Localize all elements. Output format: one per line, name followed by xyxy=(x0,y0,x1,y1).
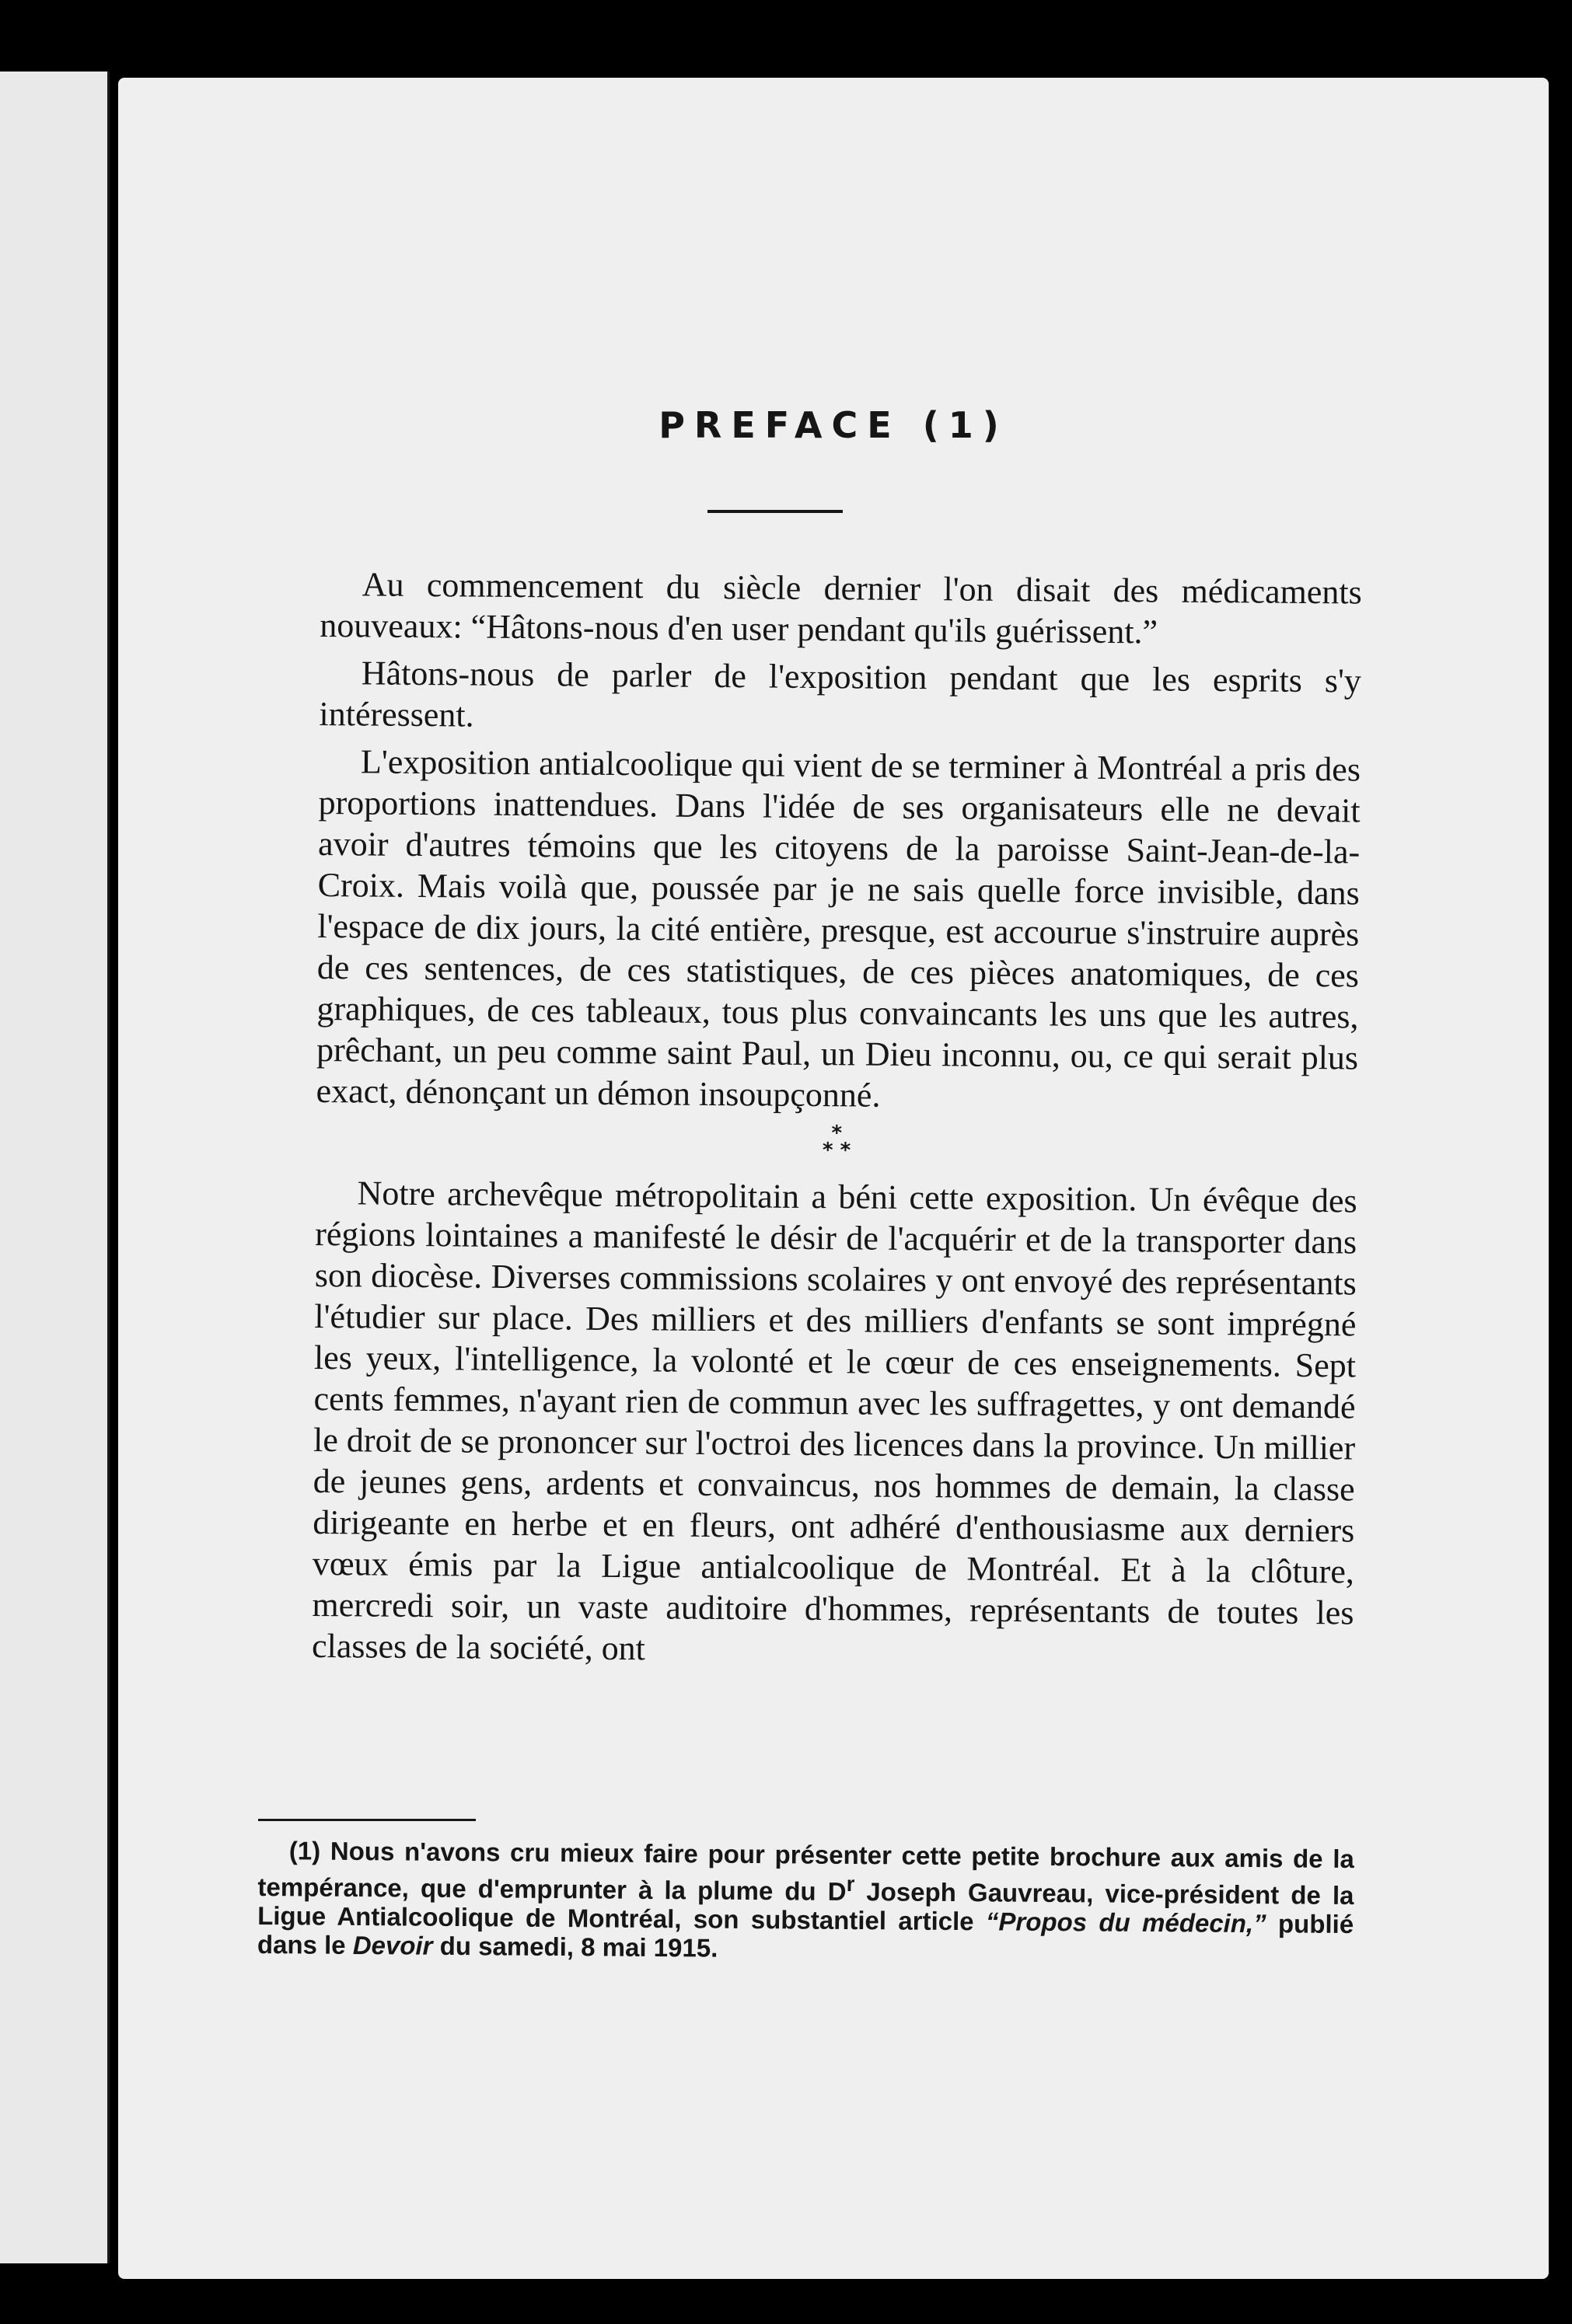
footnote-rule xyxy=(258,1819,476,1821)
page-title: PREFACE (1) xyxy=(658,404,1008,446)
footnote xyxy=(257,1836,1354,1967)
body-text xyxy=(312,564,1362,1680)
paragraph-3: L'exposition antialcoolique qui vient de se terminer à Montréal a pris des proportions inattendues. Dans l'idée de ses organisateurs elle ne devait avoir d'autres témoins que les citoyens de la paroisse Saint-Jean-de-la-Croix. Mais voilà que, poussée par je ne sais quelle force invisible, dans l'espace de dix jours, la cité entière, presque, est accourue s'instruire auprès de ces sentences, de ces statistiques, de ces pièces anatomiques, de ces graphiques, de ces tableaux, tous plus convaincants les uns que les autres, prêchant, un peu comme saint Paul, un Dieu inconnu, ou, ce qui serait plus exact, dénonçant un démon insoupçonné. xyxy=(316,742,1361,1115)
footnote-text-3: publié dans le xyxy=(257,1909,1354,1959)
footnote-superscript: r xyxy=(846,1871,855,1897)
footnote-text-4: du samedi, 8 mai 1915. xyxy=(432,1931,718,1963)
asterism xyxy=(316,1121,1357,1164)
footnote-text-1: Nous n'avons cru mieux faire pour présenter cette petite brochure aux amis de la tempérance, que d'emprunter à la plume du D xyxy=(257,1836,1354,1906)
footnote-newspaper: Devoir xyxy=(352,1930,433,1960)
footnote-mark: (1) xyxy=(288,1836,321,1865)
title-rule xyxy=(707,510,843,513)
paragraph-2: Hâtons-nous de parler de l'exposition pendant que les esprits s'y intéressent. xyxy=(319,654,1362,735)
document-page xyxy=(118,78,1549,2279)
footnote-article-title: “Propos du médecin,” xyxy=(985,1907,1266,1938)
footnote-text-2: Joseph Gauvreau, vice-président de la Ligue Antialcoolique de Montréal, son substantiel article xyxy=(257,1877,1354,1936)
facing-page-edge xyxy=(0,72,110,2263)
paragraph-1: Au commencement du siècle dernier l'on disait des médicaments nouveaux: “Hâtons-nous d'en user pendant qu'ils guérissent.” xyxy=(320,565,1362,651)
asterism-bottom: * * xyxy=(822,1139,851,1163)
paragraph-4: Notre archevêque métropolitain a béni cette exposition. Un évêque des régions lointaines a manifesté le désir de l'acquérir et de la transporter dans son diocèse. Diverses commissions scolaires y ont envoyé des représentants l'étudier sur place. Des milliers et des milliers d'enfants se sont imprégné les yeux, l'intelligence, la volonté et le cœur de ces enseignements. Sept cents femmes, n'ayant rien de commun avec les suffragettes, y ont demandé le droit de se prononcer sur l'octroi des licences dans la province. Un millier de jeunes gens, ardents et convaincus, nos hommes de demain, la classe dirigeante en herbe et en fleurs, ont adhéré d'enthousiasme aux derniers vœux émis par la Ligue antialcoolique de Montréal. Et à la clôture, mercredi soir, un vaste auditoire d'hommes, représentants de toutes les classes de la société, ont xyxy=(311,1174,1357,1668)
asterism-top: * xyxy=(831,1122,843,1146)
